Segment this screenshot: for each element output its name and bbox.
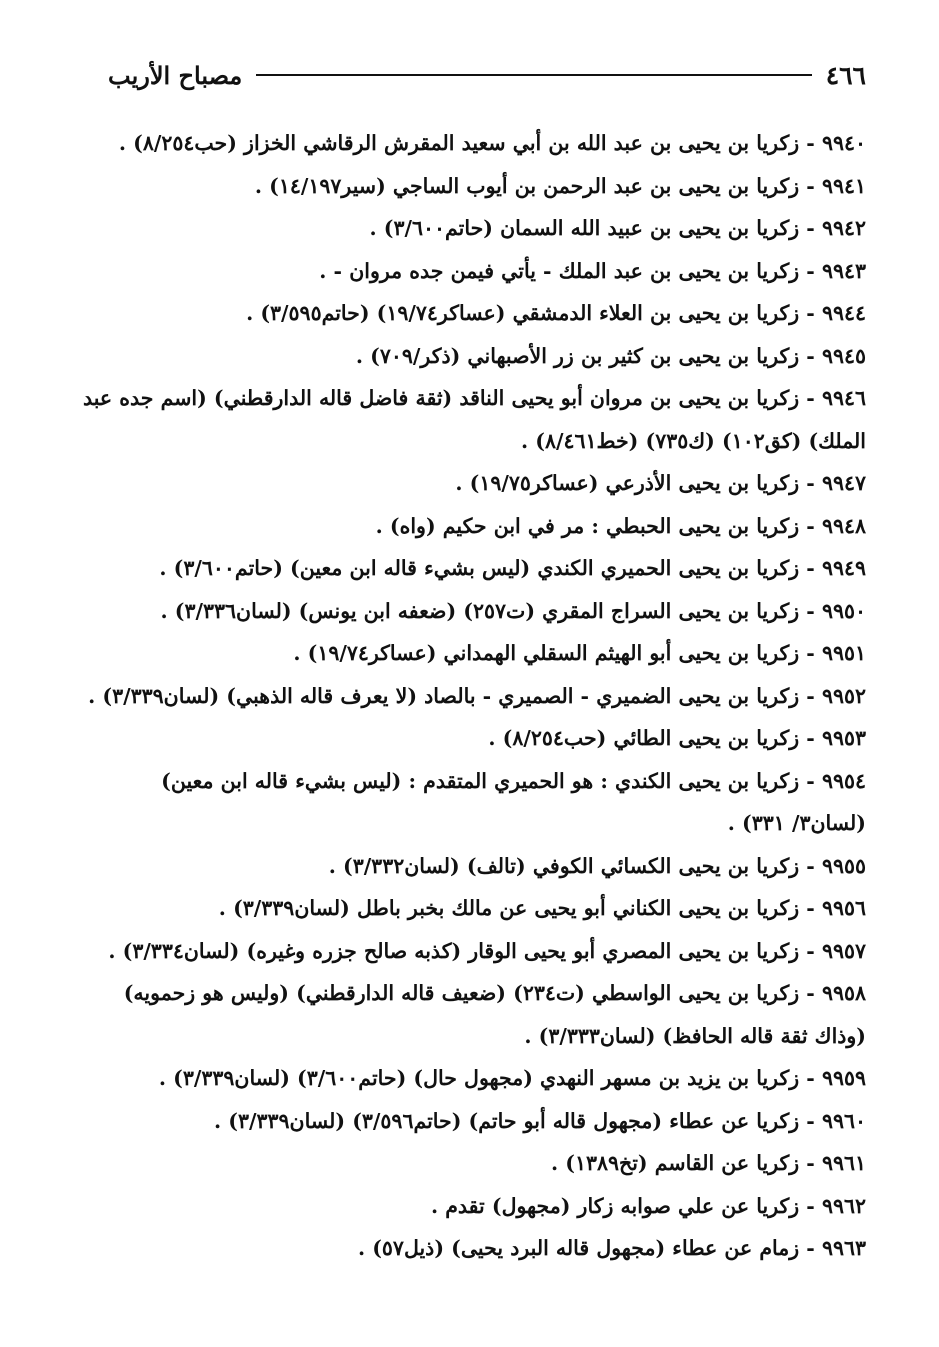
list-item: ٩٩٥٩ - زكريا بن يزيد بن مسهر النهدي (مجهول حال) (حاتم٣/٦٠٠) (لسان٣/٣٣٩) .	[158, 1066, 866, 1090]
running-header	[108, 58, 866, 92]
list-item: ٩٩٤١ - زكريا بن يحيى بن عبد الرحمن بن أيوب الساجي (سير١٤/١٩٧) .	[254, 173, 866, 198]
list-item: ٩٩٤٠ - زكريا بن يحيى بن عبد الله بن أبي سعيد المقرش الرقاشي الخزاز (حب٨/٢٥٤) .	[118, 131, 866, 155]
list-item: ٩٩٥٠ - زكريا بن يحيى السراج المقري (ت٢٥٧) (ضعفه ابن يونس) (لسان٣/٣٣٦) .	[160, 598, 866, 623]
entry-list	[80, 122, 866, 1270]
list-item: ٩٩٦١ - زكريا عن القاسم (تخ١٣٨٩) .	[550, 1151, 866, 1175]
list-item: ٩٩٥١ - زكريا بن يحيى أبو الهيثم السقلي الهمداني (عساكر١٩/٧٤) .	[293, 641, 866, 665]
list-item: ٩٩٥٣ - زكريا بن يحيى الطائي (حب٨/٢٥٤) .	[488, 726, 866, 750]
list-item: ٩٩٤٨ - زكريا بن يحيى الحبطي : مر في ابن حكيم (واه) .	[375, 513, 866, 538]
list-item: ٩٩٦٣ - زمام عن عطاء (مجهول قاله البرد يحيى) (ذيل٥٧) .	[357, 1236, 866, 1260]
book-title: مصباح الأريب	[108, 60, 243, 90]
list-item: ٩٩٦٠ - زكريا عن عطاء (مجهول قاله أبو حاتم) (حاتم٣/٥٩٦) (لسان٣/٣٣٩) .	[214, 1108, 866, 1133]
list-item: ٩٩٥٤ - زكريا بن يحيى الكندي : هو الحميري المتقدم : (ليس بشيء قاله ابن معين) (لسان٣/ ٣٣١) .	[161, 768, 866, 835]
list-item: ٩٩٤٤ - زكريا بن يحيى بن العلاء الدمشقي (عساكر١٩/٧٤) (حاتم٣/٥٩٥) .	[246, 301, 866, 325]
list-item: ٩٩٤٩ - زكريا بن يحيى الحميري الكندي (ليس بشيء قاله ابن معين) (حاتم٣/٦٠٠) .	[159, 556, 866, 580]
list-item: ٩٩٤٥ - زكريا بن يحيى بن كثير بن زر الأصبهاني (ذكر/٧٠٩) .	[355, 343, 866, 368]
list-item: ٩٩٥٦ - زكريا بن يحيى الكناني أبو يحيى عن مالك بخبر باطل (لسان٣/٣٣٩) .	[218, 896, 866, 920]
list-item: ٩٩٦٢ - زكريا عن علي صوابه زكار (مجهول) تقدم .	[430, 1193, 866, 1218]
list-item: ٩٩٤٣ - زكريا بن يحيى بن عبد الملك - يأتي فيمن جده مروان - .	[319, 258, 866, 283]
header-rule	[256, 74, 811, 76]
list-item: ٩٩٥٥ - زكريا بن يحيى الكسائي الكوفي (تالف) (لسان٣/٣٣٢) .	[328, 853, 866, 878]
page-number: ٤٦٦	[825, 60, 866, 90]
list-item: ٩٩٤٢ - زكريا بن يحيى بن عبيد الله السمان (حاتم٣/٦٠٠) .	[369, 216, 866, 240]
list-item: ٩٩٤٦ - زكريا بن يحيى بن مروان أبو يحيى الناقد (ثقة فاضل قاله الدارقطني) (اسم جده عبد الملك) (كق١٠٢) (ك٧٣٥) (خط٨/٤٦١) .	[82, 386, 866, 453]
list-item: ٩٩٥٧ - زكريا بن يحيى المصري أبو يحيى الوقار (كذبه صالح جزره وغيره) (لسان٣/٣٣٤) .	[108, 938, 866, 963]
list-item: ٩٩٤٧ - زكريا بن يحيى الأذرعي (عساكر١٩/٧٥) .	[455, 471, 866, 495]
list-item: ٩٩٥٢ - زكريا بن يحيى الضميري - الصميري - بالصاد (لا يعرف قاله الذهبي) (لسان٣/٣٣٩) .	[88, 683, 866, 708]
list-item: ٩٩٥٨ - زكريا بن يحيى الواسطي (ت٢٣٤) (ضعيف قاله الدارقطني) (وليس هو زحمويه) (وذاك ثقة قاله الحافظ) (لسان٣/٣٣٣) .	[123, 981, 866, 1048]
